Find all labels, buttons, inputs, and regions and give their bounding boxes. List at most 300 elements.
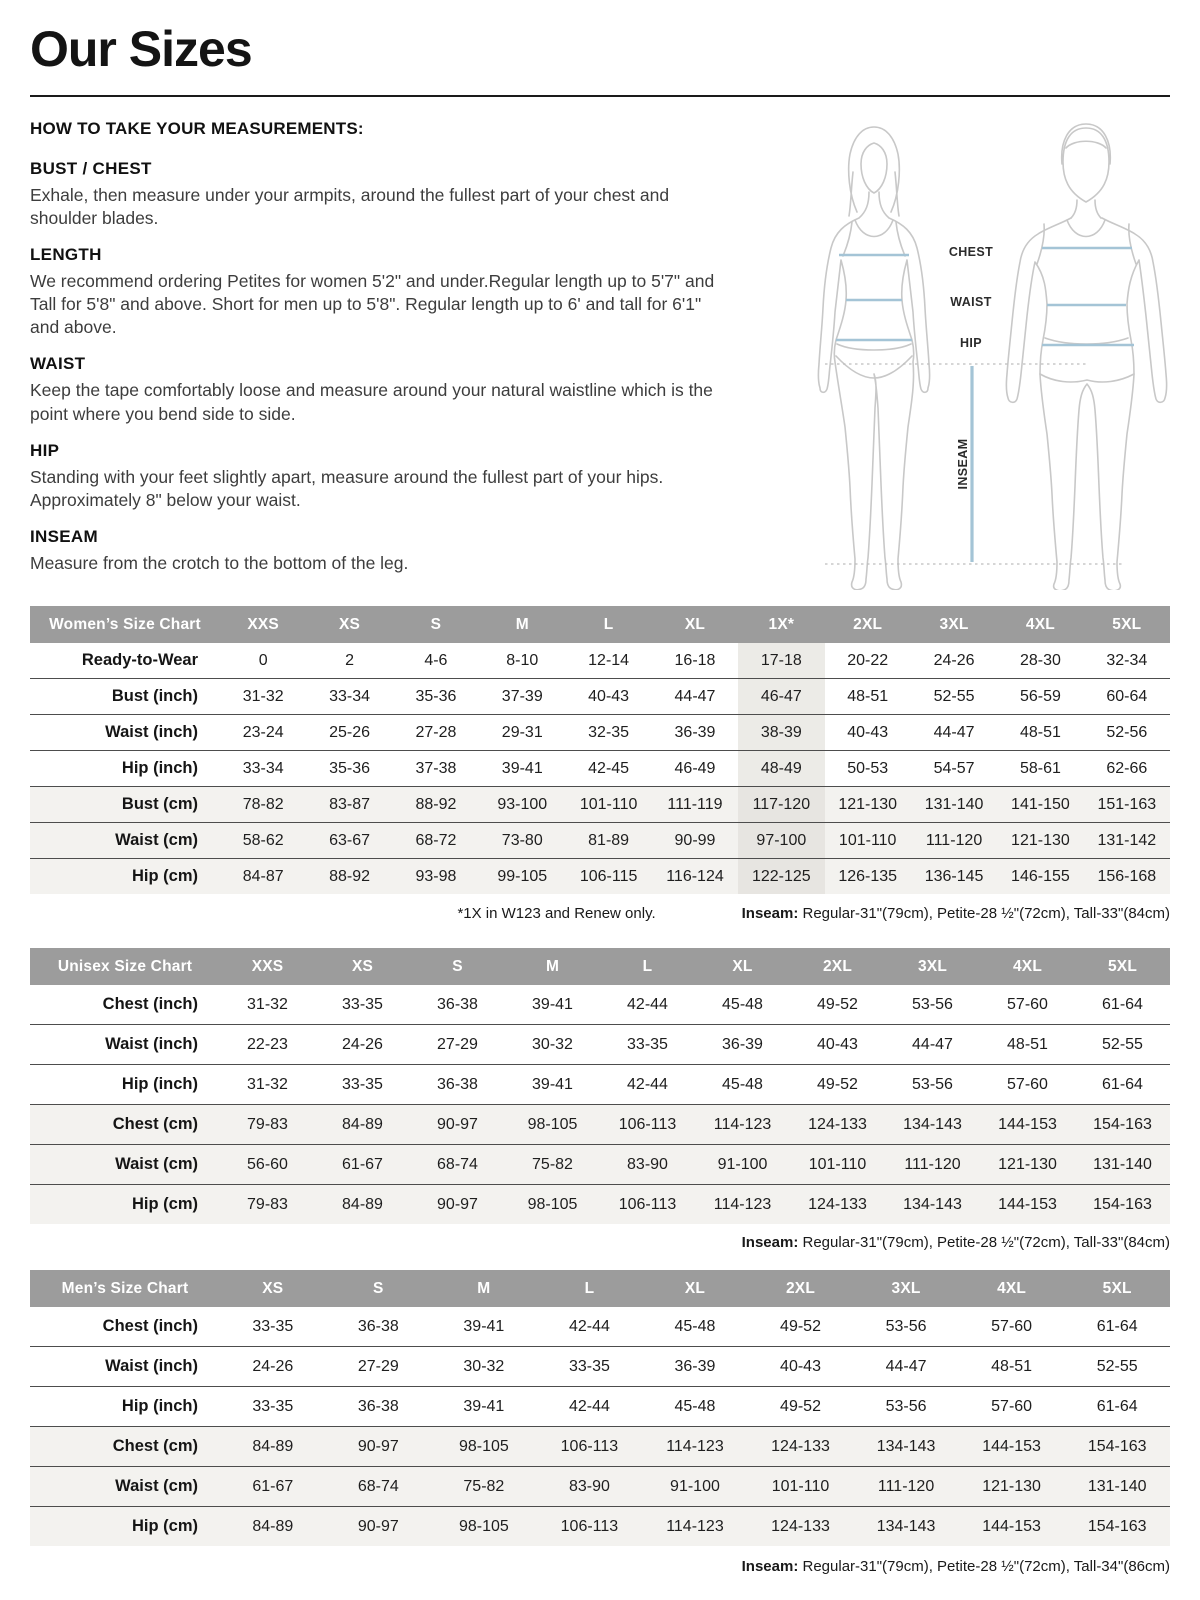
size-value-cell: 114-123 [695, 1105, 790, 1145]
size-value-cell: 88-92 [306, 859, 392, 895]
size-value-cell: 53-56 [912, 995, 953, 1013]
size-value-cell: 33-35 [252, 1317, 294, 1335]
size-row [30, 751, 1170, 787]
size-value-cell: 90-97 [326, 1427, 432, 1467]
mens-inseam-note [742, 1558, 1170, 1575]
size-column-header: 2XL [825, 606, 911, 643]
size-value-cell: 98-105 [505, 1185, 600, 1225]
size-value-cell: 101-110 [748, 1467, 854, 1507]
inseam-note-text: Regular-31"(79cm), Petite-28 ½"(72cm), Tall-34"(86cm) [798, 1558, 1170, 1575]
unisex-inseam-note [742, 1234, 1170, 1251]
waist-label: WAIST [950, 295, 992, 309]
section-body: Keep the tape comfortably loose and measure around your natural waistline which is the point where you bend side to side. [30, 380, 713, 424]
page-title: Our Sizes [30, 21, 252, 77]
size-value-cell: 17-18 [738, 643, 824, 679]
size-value-cell: 38-39 [738, 715, 824, 751]
size-column-header: XL [652, 606, 738, 643]
size-value-cell: 57-60 [1007, 995, 1048, 1013]
size-value-cell: 84-89 [315, 1185, 410, 1225]
body-figures-illustration [778, 112, 1180, 590]
mens-size-chart-table [30, 1270, 1170, 1546]
size-value-cell: 154-163 [1075, 1185, 1170, 1225]
size-value-cell: 48-49 [738, 751, 824, 787]
size-value-cell: 42-44 [568, 1397, 610, 1415]
size-value-cell: 23-24 [242, 723, 284, 741]
size-value-cell: 25-26 [329, 723, 370, 741]
size-value-cell: 121-130 [980, 1145, 1075, 1185]
size-value-cell: 20-22 [847, 651, 889, 669]
size-value-cell: 44-47 [933, 723, 975, 741]
size-value-cell: 57-60 [1007, 1075, 1048, 1093]
size-value-cell: 48-51 [1019, 723, 1061, 741]
size-value-cell: 49-52 [780, 1317, 821, 1335]
inseam-note-text: Regular-31"(79cm), Petite-28 ½"(72cm), Tall-33"(84cm) [798, 905, 1170, 922]
size-value-cell: 42-45 [588, 759, 630, 777]
size-row [30, 715, 1170, 751]
size-value-cell: 29-31 [501, 723, 543, 741]
measurement-diagram [778, 112, 1180, 590]
size-value-cell: 57-60 [991, 1317, 1033, 1335]
size-value-cell: 22-23 [247, 1035, 288, 1053]
inseam-note-label: Inseam: [741, 905, 799, 922]
size-value-cell: 33-35 [342, 995, 383, 1013]
size-row [30, 679, 1170, 715]
size-value-cell: 116-124 [652, 859, 738, 895]
size-value-cell: 126-135 [825, 859, 911, 895]
size-value-cell: 56-60 [220, 1145, 315, 1185]
size-row [30, 1105, 1170, 1145]
size-value-cell: 154-163 [1064, 1427, 1170, 1467]
size-value-cell: 124-133 [748, 1507, 854, 1547]
size-value-cell: 24-26 [342, 1035, 383, 1053]
size-value-cell: 111-120 [911, 823, 997, 859]
size-column-header: L [600, 948, 695, 985]
size-value-cell: 46-47 [738, 679, 824, 715]
size-column-header: 3XL [853, 1270, 959, 1307]
inseam-note-label: Inseam: [741, 1558, 799, 1575]
size-value-cell: 131-140 [1064, 1467, 1170, 1507]
womens-header-row [30, 606, 1170, 643]
size-column-header: 5XL [1064, 1270, 1170, 1307]
size-value-cell: 134-143 [885, 1105, 980, 1145]
row-label: Hip (inch) [121, 1075, 198, 1093]
size-value-cell: 83-90 [537, 1467, 643, 1507]
size-value-cell: 99-105 [479, 859, 565, 895]
size-value-cell: 73-80 [479, 823, 565, 859]
size-value-cell: 32-34 [1106, 651, 1148, 669]
mens-header-row [30, 1270, 1170, 1307]
size-value-cell: 39-41 [501, 759, 543, 777]
size-value-cell: 16-18 [674, 651, 716, 669]
size-value-cell: 40-43 [817, 1035, 858, 1053]
size-value-cell: 144-153 [980, 1185, 1075, 1225]
size-value-cell: 61-67 [315, 1145, 410, 1185]
size-value-cell: 124-133 [790, 1185, 885, 1225]
size-value-cell: 8-10 [506, 651, 539, 669]
size-value-cell: 134-143 [853, 1427, 959, 1467]
size-value-cell: 58-62 [220, 823, 306, 859]
size-value-cell: 156-168 [1084, 859, 1170, 895]
row-label: Hip (cm) [30, 1185, 220, 1225]
size-value-cell: 106-113 [600, 1105, 695, 1145]
unisex-size-chart-table [30, 948, 1170, 1224]
size-value-cell: 37-39 [501, 687, 543, 705]
womens-size-chart-table [30, 606, 1170, 894]
row-label: Hip (inch) [121, 1397, 198, 1415]
chest-label: CHEST [948, 245, 994, 259]
size-column-header: 4XL [997, 606, 1083, 643]
size-value-cell: 61-64 [1096, 1317, 1138, 1335]
size-value-cell: 63-67 [306, 823, 392, 859]
size-value-cell: 114-123 [642, 1427, 748, 1467]
size-value-cell: 36-39 [722, 1035, 763, 1053]
size-value-cell: 40-43 [847, 723, 889, 741]
size-value-cell: 83-90 [600, 1145, 695, 1185]
size-value-cell: 83-87 [306, 787, 392, 823]
size-value-cell: 136-145 [911, 859, 997, 895]
size-value-cell: 33-34 [242, 759, 284, 777]
size-column-header: 1X* [738, 606, 824, 643]
size-column-header: XXS [220, 606, 306, 643]
row-label: Waist (inch) [105, 1357, 198, 1375]
size-value-cell: 37-38 [415, 759, 457, 777]
size-value-cell: 58-61 [1019, 759, 1061, 777]
size-value-cell: 106-113 [537, 1507, 643, 1547]
title-divider [30, 95, 1170, 97]
size-value-cell: 53-56 [912, 1075, 953, 1093]
size-value-cell: 45-48 [722, 1075, 763, 1093]
size-value-cell: 75-82 [431, 1467, 537, 1507]
size-value-cell: 45-48 [674, 1397, 716, 1415]
size-value-cell: 33-35 [342, 1075, 383, 1093]
size-column-header: 4XL [980, 948, 1075, 985]
size-value-cell: 141-150 [997, 787, 1083, 823]
size-value-cell: 4-6 [424, 651, 448, 669]
size-value-cell: 144-153 [959, 1507, 1065, 1547]
size-value-cell: 93-98 [393, 859, 479, 895]
section-heading: LENGTH [30, 245, 102, 265]
size-value-cell: 90-99 [652, 823, 738, 859]
size-value-cell: 98-105 [505, 1105, 600, 1145]
size-value-cell: 84-87 [220, 859, 306, 895]
row-label: Chest (inch) [102, 1317, 198, 1335]
hip-label: HIP [959, 336, 983, 350]
size-row [30, 643, 1170, 679]
unisex-header-row [30, 948, 1170, 985]
size-value-cell: 49-52 [817, 1075, 858, 1093]
section-body: Standing with your feet slightly apart, measure around the fullest part of your hips. Approximately 8" below your waist. [30, 466, 664, 510]
size-value-cell: 106-113 [600, 1185, 695, 1225]
size-row [30, 859, 1170, 895]
size-value-cell: 52-55 [1102, 1035, 1143, 1053]
size-value-cell: 28-30 [1019, 651, 1061, 669]
size-value-cell: 121-130 [959, 1467, 1065, 1507]
size-row [30, 1507, 1170, 1547]
size-row [30, 1025, 1170, 1065]
row-label: Hip (cm) [30, 1507, 220, 1547]
section-inseam [30, 527, 735, 575]
size-value-cell: 81-89 [565, 823, 651, 859]
size-value-cell: 46-49 [674, 759, 716, 777]
size-value-cell: 54-57 [933, 759, 975, 777]
size-value-cell: 33-34 [329, 687, 370, 705]
size-row [30, 823, 1170, 859]
row-label: Waist (cm) [30, 1145, 220, 1185]
unisex-footnotes [30, 1234, 1170, 1251]
row-label: Hip (inch) [121, 759, 198, 777]
size-value-cell: 79-83 [220, 1105, 315, 1145]
size-value-cell: 121-130 [825, 787, 911, 823]
size-row [30, 1467, 1170, 1507]
size-value-cell: 91-100 [695, 1145, 790, 1185]
size-value-cell: 90-97 [410, 1105, 505, 1145]
size-value-cell: 44-47 [885, 1357, 927, 1375]
size-value-cell: 42-44 [568, 1317, 610, 1335]
how-to-heading: HOW TO TAKE YOUR MEASUREMENTS: [30, 119, 364, 138]
size-column-header: XXS [220, 948, 315, 985]
size-value-cell: 98-105 [431, 1507, 537, 1547]
womens-table-title: Women’s Size Chart [30, 606, 220, 643]
section-bust-chest [30, 159, 735, 230]
row-label: Hip (cm) [30, 859, 220, 895]
size-value-cell: 36-38 [357, 1397, 399, 1415]
size-value-cell: 114-123 [642, 1507, 748, 1547]
section-heading: BUST / CHEST [30, 159, 152, 178]
size-value-cell: 78-82 [220, 787, 306, 823]
size-value-cell: 93-100 [479, 787, 565, 823]
row-label: Chest (inch) [102, 995, 198, 1013]
size-value-cell: 49-52 [780, 1397, 821, 1415]
size-column-header: M [505, 948, 600, 985]
size-value-cell: 106-115 [565, 859, 651, 895]
size-value-cell: 48-51 [1007, 1035, 1048, 1053]
size-value-cell: 52-55 [933, 687, 975, 705]
size-value-cell: 12-14 [588, 651, 630, 669]
size-value-cell: 0 [258, 651, 268, 669]
size-value-cell: 45-48 [722, 995, 763, 1013]
size-column-header: 3XL [911, 606, 997, 643]
size-value-cell: 106-113 [537, 1427, 643, 1467]
size-value-cell: 154-163 [1064, 1507, 1170, 1547]
size-column-header: XL [642, 1270, 748, 1307]
size-value-cell: 35-36 [415, 687, 457, 705]
size-value-cell: 40-43 [588, 687, 630, 705]
section-body: Exhale, then measure under your armpits, around the fullest part of your chest and shoulder blades. [30, 185, 670, 229]
womens-1x-note: *1X in W123 and Renew only. [457, 905, 656, 922]
size-column-header: S [326, 1270, 432, 1307]
size-value-cell: 39-41 [463, 1317, 505, 1335]
size-value-cell: 42-44 [627, 995, 668, 1013]
size-value-cell: 33-35 [627, 1035, 668, 1053]
row-label: Chest (cm) [30, 1105, 220, 1145]
size-value-cell: 24-26 [933, 651, 975, 669]
size-value-cell: 56-59 [1019, 687, 1061, 705]
male-figure [1006, 124, 1166, 590]
size-value-cell: 45-48 [674, 1317, 716, 1335]
size-value-cell: 151-163 [1084, 787, 1170, 823]
female-figure [818, 127, 929, 590]
size-value-cell: 39-41 [463, 1397, 505, 1415]
size-value-cell: 84-89 [220, 1507, 326, 1547]
size-value-cell: 44-47 [912, 1035, 953, 1053]
size-value-cell: 57-60 [991, 1397, 1033, 1415]
size-value-cell: 121-130 [997, 823, 1083, 859]
size-row [30, 1427, 1170, 1467]
section-length [30, 245, 735, 339]
size-column-header: 5XL [1084, 606, 1170, 643]
size-value-cell: 30-32 [532, 1035, 573, 1053]
size-value-cell: 146-155 [997, 859, 1083, 895]
unisex-table-title: Unisex Size Chart [30, 948, 220, 985]
size-row [30, 1387, 1170, 1427]
size-value-cell: 39-41 [532, 995, 573, 1013]
section-waist [30, 354, 735, 425]
size-value-cell: 52-56 [1106, 723, 1148, 741]
size-value-cell: 134-143 [885, 1185, 980, 1225]
size-value-cell: 124-133 [748, 1427, 854, 1467]
section-heading: HIP [30, 440, 60, 460]
size-value-cell: 131-140 [911, 787, 997, 823]
mens-table-title: Men’s Size Chart [30, 1270, 220, 1307]
size-value-cell: 49-52 [817, 995, 858, 1013]
size-value-cell: 117-120 [738, 787, 824, 823]
size-row [30, 1307, 1170, 1347]
size-value-cell: 53-56 [885, 1397, 927, 1415]
size-column-header: 5XL [1075, 948, 1170, 985]
size-value-cell: 84-89 [220, 1427, 326, 1467]
size-column-header: L [565, 606, 651, 643]
size-value-cell: 79-83 [220, 1185, 315, 1225]
row-label: Bust (inch) [111, 687, 198, 705]
row-label: Waist (inch) [105, 1035, 198, 1053]
size-value-cell: 144-153 [959, 1427, 1065, 1467]
size-value-cell: 68-72 [393, 823, 479, 859]
size-value-cell: 98-105 [431, 1427, 537, 1467]
row-label: Ready-to-Wear [81, 651, 198, 669]
size-value-cell: 36-38 [437, 995, 478, 1013]
size-column-header: S [410, 948, 505, 985]
size-column-header: 3XL [885, 948, 980, 985]
size-value-cell: 61-64 [1096, 1397, 1138, 1415]
size-column-header: 4XL [959, 1270, 1065, 1307]
inseam-note-label: Inseam: [741, 1234, 799, 1251]
size-value-cell: 27-29 [357, 1357, 399, 1375]
size-column-header: M [479, 606, 565, 643]
size-value-cell: 44-47 [674, 687, 716, 705]
size-value-cell: 68-74 [410, 1145, 505, 1185]
size-value-cell: 36-39 [674, 1357, 716, 1375]
size-value-cell: 90-97 [326, 1507, 432, 1547]
section-heading: INSEAM [30, 526, 98, 546]
size-value-cell: 101-110 [565, 787, 651, 823]
inseam-label: INSEAM [956, 438, 970, 490]
size-value-cell: 27-29 [437, 1035, 478, 1053]
size-value-cell: 24-26 [252, 1357, 294, 1375]
size-value-cell: 122-125 [738, 859, 824, 895]
row-label: Bust (cm) [30, 787, 220, 823]
size-value-cell: 31-32 [242, 687, 284, 705]
section-hip [30, 441, 735, 512]
section-body: We recommend ordering Petites for women 5'2" and under.Regular length up to 5'7" and Tall for 5'8" and above. Short for men up to 5'8". Regular length up to 6' and tall for 6'1" and above. [30, 271, 715, 338]
size-column-header: XS [306, 606, 392, 643]
size-value-cell: 75-82 [505, 1145, 600, 1185]
size-column-header: 2XL [748, 1270, 854, 1307]
size-value-cell: 60-64 [1106, 687, 1148, 705]
row-label: Waist (inch) [105, 723, 198, 741]
womens-inseam-note [742, 905, 1170, 922]
size-row [30, 787, 1170, 823]
size-value-cell: 61-64 [1102, 995, 1143, 1013]
size-value-cell: 61-67 [220, 1467, 326, 1507]
size-value-cell: 52-55 [1096, 1357, 1138, 1375]
measurement-instructions [30, 119, 735, 590]
size-value-cell: 111-119 [652, 787, 738, 823]
size-value-cell: 101-110 [790, 1145, 885, 1185]
size-value-cell: 124-133 [790, 1105, 885, 1145]
size-column-header: M [431, 1270, 537, 1307]
size-row [30, 985, 1170, 1025]
section-heading: WAIST [30, 354, 86, 374]
size-column-header: L [537, 1270, 643, 1307]
size-column-header: XS [220, 1270, 326, 1307]
size-value-cell: 144-153 [980, 1105, 1075, 1145]
size-value-cell: 48-51 [991, 1357, 1033, 1375]
size-value-cell: 36-39 [674, 723, 716, 741]
size-value-cell: 33-35 [568, 1357, 610, 1375]
size-value-cell: 61-64 [1102, 1075, 1143, 1093]
size-value-cell: 62-66 [1106, 759, 1148, 777]
size-value-cell: 2 [345, 651, 354, 669]
row-label: Waist (cm) [30, 823, 220, 859]
size-value-cell: 31-32 [247, 1075, 288, 1093]
size-value-cell: 40-43 [780, 1357, 821, 1375]
size-column-header: 2XL [790, 948, 885, 985]
size-value-cell: 35-36 [329, 759, 370, 777]
size-value-cell: 91-100 [642, 1467, 748, 1507]
inseam-note-text: Regular-31"(79cm), Petite-28 ½"(72cm), Tall-33"(84cm) [798, 1234, 1170, 1251]
size-value-cell: 48-51 [847, 687, 889, 705]
size-value-cell: 68-74 [326, 1467, 432, 1507]
size-value-cell: 101-110 [825, 823, 911, 859]
size-value-cell: 33-35 [252, 1397, 294, 1415]
size-value-cell: 114-123 [695, 1185, 790, 1225]
size-value-cell: 31-32 [247, 995, 288, 1013]
size-value-cell: 154-163 [1075, 1105, 1170, 1145]
size-value-cell: 134-143 [853, 1507, 959, 1547]
womens-footnotes [30, 905, 1170, 922]
size-value-cell: 30-32 [463, 1357, 505, 1375]
size-value-cell: 90-97 [410, 1185, 505, 1225]
size-value-cell: 84-89 [315, 1105, 410, 1145]
size-value-cell: 50-53 [847, 759, 889, 777]
row-label: Waist (cm) [30, 1467, 220, 1507]
size-value-cell: 36-38 [357, 1317, 399, 1335]
size-value-cell: 53-56 [885, 1317, 927, 1335]
size-value-cell: 42-44 [627, 1075, 668, 1093]
size-column-header: S [393, 606, 479, 643]
size-value-cell: 32-35 [588, 723, 630, 741]
size-value-cell: 97-100 [738, 823, 824, 859]
size-value-cell: 111-120 [853, 1467, 959, 1507]
size-value-cell: 39-41 [532, 1075, 573, 1093]
size-row [30, 1145, 1170, 1185]
size-value-cell: 131-142 [1084, 823, 1170, 859]
mens-footnotes [30, 1558, 1170, 1575]
section-body: Measure from the crotch to the bottom of the leg. [30, 552, 409, 573]
size-row [30, 1185, 1170, 1225]
size-column-header: XL [695, 948, 790, 985]
size-value-cell: 88-92 [393, 787, 479, 823]
